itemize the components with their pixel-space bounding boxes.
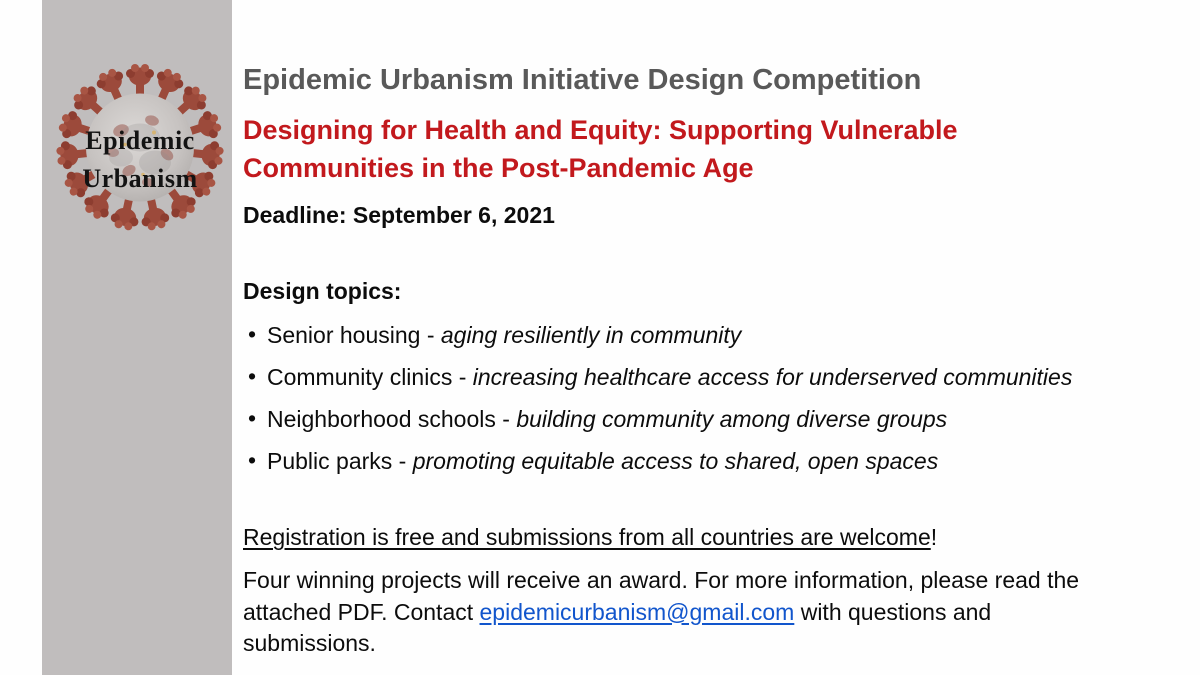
award-info-paragraph bbox=[243, 565, 1193, 660]
paragraph-line-2-pre: attached PDF. Contact bbox=[243, 598, 480, 625]
list-item bbox=[243, 405, 1193, 433]
topic-lead: Senior housing - bbox=[267, 322, 441, 348]
logo-word-epidemic: Epidemic bbox=[85, 126, 195, 155]
paragraph-line-2-post: with questions and bbox=[794, 598, 992, 625]
logo-word-urbanism: Urbanism bbox=[82, 164, 198, 193]
topic-detail: increasing healthcare access for underserved communities bbox=[472, 364, 1073, 390]
topic-lead: Public parks - bbox=[267, 448, 413, 474]
topic-detail: promoting equitable access to shared, open spaces bbox=[412, 448, 939, 474]
registration-exclamation: ! bbox=[930, 524, 938, 550]
list-item bbox=[243, 321, 1193, 349]
bullet-icon: • bbox=[248, 405, 257, 431]
paragraph-line-1: Four winning projects will receive an award. For more information, please read the bbox=[243, 567, 1080, 593]
bullet-icon: • bbox=[248, 321, 257, 347]
topic-lead: Neighborhood schools - bbox=[267, 406, 517, 432]
bullet-icon: • bbox=[248, 363, 257, 389]
deadline-text: Deadline: September 6, 2021 bbox=[243, 202, 555, 228]
registration-note bbox=[243, 523, 1193, 551]
slide-content bbox=[243, 0, 1193, 660]
topic-detail: aging resiliently in community bbox=[440, 322, 742, 348]
topic-lead: Community clinics - bbox=[267, 364, 473, 390]
subtitle-line-2: Communities in the Post-Pandemic Age bbox=[243, 153, 754, 183]
list-item bbox=[243, 447, 1193, 475]
design-topics-list bbox=[243, 321, 1193, 475]
email-link[interactable]: epidemicurbanism@gmail.com bbox=[479, 598, 795, 625]
left-sidebar bbox=[42, 0, 232, 675]
paragraph-line-3: submissions. bbox=[243, 630, 376, 656]
subtitle bbox=[243, 111, 1193, 187]
paragraph-line-2 bbox=[243, 597, 1193, 629]
logo-wordmark bbox=[55, 122, 225, 198]
design-topics-heading: Design topics: bbox=[243, 278, 402, 304]
topic-detail: building community among diverse groups bbox=[516, 406, 948, 432]
bullet-icon: • bbox=[248, 447, 257, 473]
registration-underlined-text: Registration is free and submissions from all countries are welcome bbox=[243, 524, 931, 550]
list-item bbox=[243, 363, 1193, 391]
page-title: Epidemic Urbanism Initiative Design Competition bbox=[243, 64, 922, 96]
subtitle-line-1: Designing for Health and Equity: Supporting Vulnerable bbox=[243, 115, 958, 145]
